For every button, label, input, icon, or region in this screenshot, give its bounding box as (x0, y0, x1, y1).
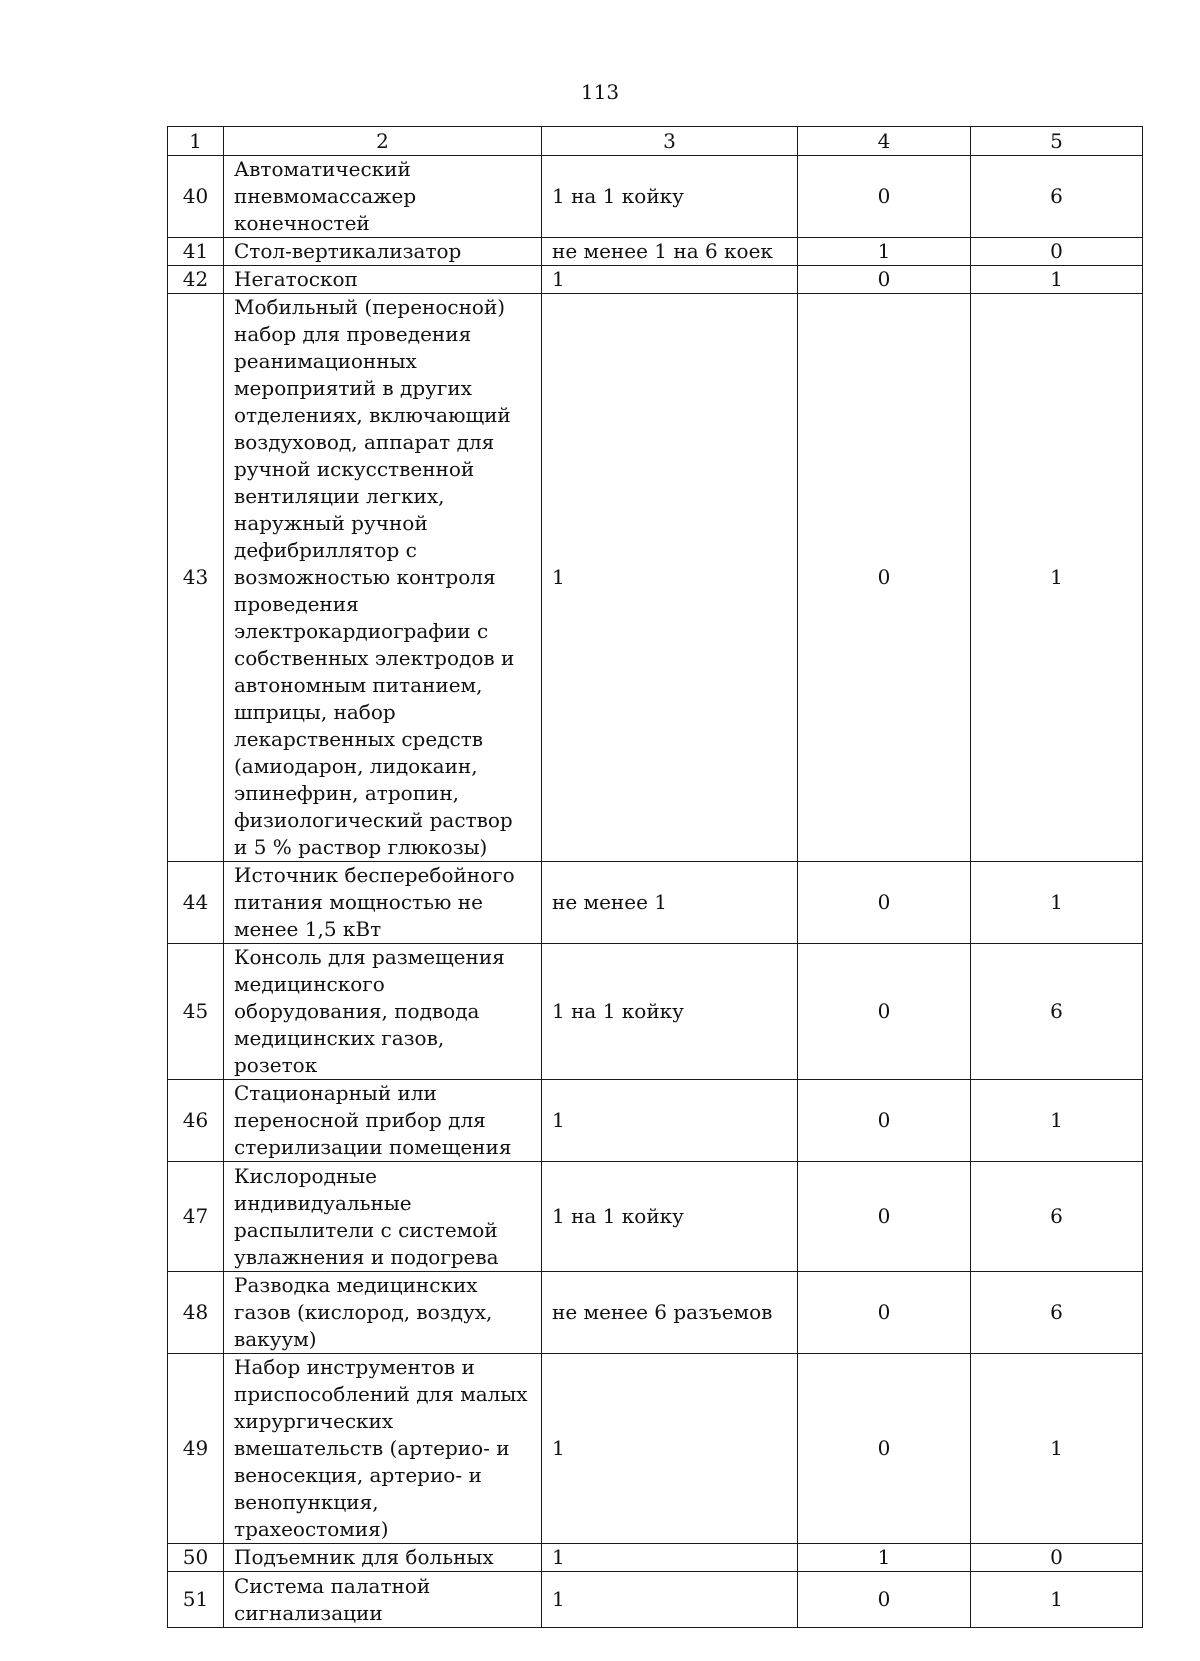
equipment-table (167, 126, 1143, 1628)
row-number: 44 (168, 862, 224, 944)
row-number: 50 (168, 1544, 224, 1572)
column-5-value: 0 (971, 238, 1143, 266)
column-4-value: 0 (798, 1272, 971, 1354)
equipment-quantity: 1 на 1 койку (542, 1162, 798, 1272)
row-number: 48 (168, 1272, 224, 1354)
table-row (168, 156, 1143, 238)
column-4-value: 0 (798, 266, 971, 294)
equipment-quantity: 1 (542, 1572, 798, 1628)
row-number: 51 (168, 1572, 224, 1628)
equipment-name: Стационарный или переносной прибор для стерилизации помещения (224, 1080, 542, 1162)
column-header-2: 2 (224, 127, 542, 156)
equipment-name: Стол-вертикализатор (224, 238, 542, 266)
table-row (168, 1544, 1143, 1572)
column-5-value: 0 (971, 1544, 1143, 1572)
column-4-value: 1 (798, 238, 971, 266)
table-row (168, 1272, 1143, 1354)
equipment-quantity: 1 на 1 койку (542, 944, 798, 1080)
equipment-name: Источник бесперебойного питания мощностью не менее 1,5 кВт (224, 862, 542, 944)
row-number: 47 (168, 1162, 224, 1272)
column-5-value: 1 (971, 266, 1143, 294)
row-number: 42 (168, 266, 224, 294)
row-number: 43 (168, 294, 224, 862)
table-row (168, 862, 1143, 944)
table-row (168, 1080, 1143, 1162)
column-5-value: 1 (971, 294, 1143, 862)
equipment-name: Консоль для размещения медицинского оборудования, подвода медицинских газов, розеток (224, 944, 542, 1080)
row-number: 46 (168, 1080, 224, 1162)
column-4-value: 0 (798, 1354, 971, 1544)
equipment-quantity: не менее 1 на 6 коек (542, 238, 798, 266)
column-5-value: 6 (971, 944, 1143, 1080)
equipment-quantity: 1 (542, 294, 798, 862)
table-row (168, 294, 1143, 862)
table-row (168, 266, 1143, 294)
column-5-value: 1 (971, 1354, 1143, 1544)
column-5-value: 1 (971, 1080, 1143, 1162)
equipment-quantity: 1 (542, 1354, 798, 1544)
table-row (168, 1162, 1143, 1272)
column-4-value: 0 (798, 862, 971, 944)
row-number: 41 (168, 238, 224, 266)
equipment-name: Автоматический пневмомассажер конечностей (224, 156, 542, 238)
equipment-quantity: 1 на 1 койку (542, 156, 798, 238)
column-5-value: 6 (971, 156, 1143, 238)
equipment-name: Негатоскоп (224, 266, 542, 294)
column-5-value: 6 (971, 1162, 1143, 1272)
equipment-quantity: 1 (542, 266, 798, 294)
equipment-quantity: не менее 6 разъемов (542, 1272, 798, 1354)
equipment-quantity: 1 (542, 1080, 798, 1162)
column-5-value: 6 (971, 1272, 1143, 1354)
table-row (168, 1354, 1143, 1544)
column-4-value: 0 (798, 1080, 971, 1162)
column-header-3: 3 (542, 127, 798, 156)
column-4-value: 0 (798, 944, 971, 1080)
row-number: 40 (168, 156, 224, 238)
equipment-name: Подъемник для больных (224, 1544, 542, 1572)
column-header-5: 5 (971, 127, 1143, 156)
column-4-value: 0 (798, 1572, 971, 1628)
equipment-name: Набор инструментов и приспособлений для малых хирургических вмешательств (артерио- и веносекция, артерио- и венопункция, трахеостомия) (224, 1354, 542, 1544)
equipment-name: Кислородные индивидуальные распылители с системой увлажнения и подогрева (224, 1162, 542, 1272)
table-row (168, 944, 1143, 1080)
table-row (168, 1572, 1143, 1628)
column-4-value: 0 (798, 1162, 971, 1272)
equipment-name: Система палатной сигнализации (224, 1572, 542, 1628)
column-5-value: 1 (971, 862, 1143, 944)
row-number: 49 (168, 1354, 224, 1544)
table-row (168, 238, 1143, 266)
row-number: 45 (168, 944, 224, 1080)
table-header-row (168, 127, 1143, 156)
equipment-quantity: 1 (542, 1544, 798, 1572)
equipment-quantity: не менее 1 (542, 862, 798, 944)
column-4-value: 0 (798, 156, 971, 238)
equipment-name: Разводка медицинских газов (кислород, воздух, вакуум) (224, 1272, 542, 1354)
equipment-name: Мобильный (переносной) набор для проведения реанимационных мероприятий в других отделениях, включающий воздуховод, аппарат для ручной искусственной вентиляции легких, наружный ручной дефибриллятор с возможностью контроля проведения электрокардиографии с собственных электродов и автономным питанием, шприцы, набор лекарственных средств (амиодарон, лидокаин, эпинефрин, атропин, физиологический раствор и 5 % раствор глюкозы) (224, 294, 542, 862)
column-4-value: 1 (798, 1544, 971, 1572)
column-4-value: 0 (798, 294, 971, 862)
column-5-value: 1 (971, 1572, 1143, 1628)
column-header-4: 4 (798, 127, 971, 156)
page-number: 113 (580, 80, 620, 104)
column-header-1: 1 (168, 127, 224, 156)
